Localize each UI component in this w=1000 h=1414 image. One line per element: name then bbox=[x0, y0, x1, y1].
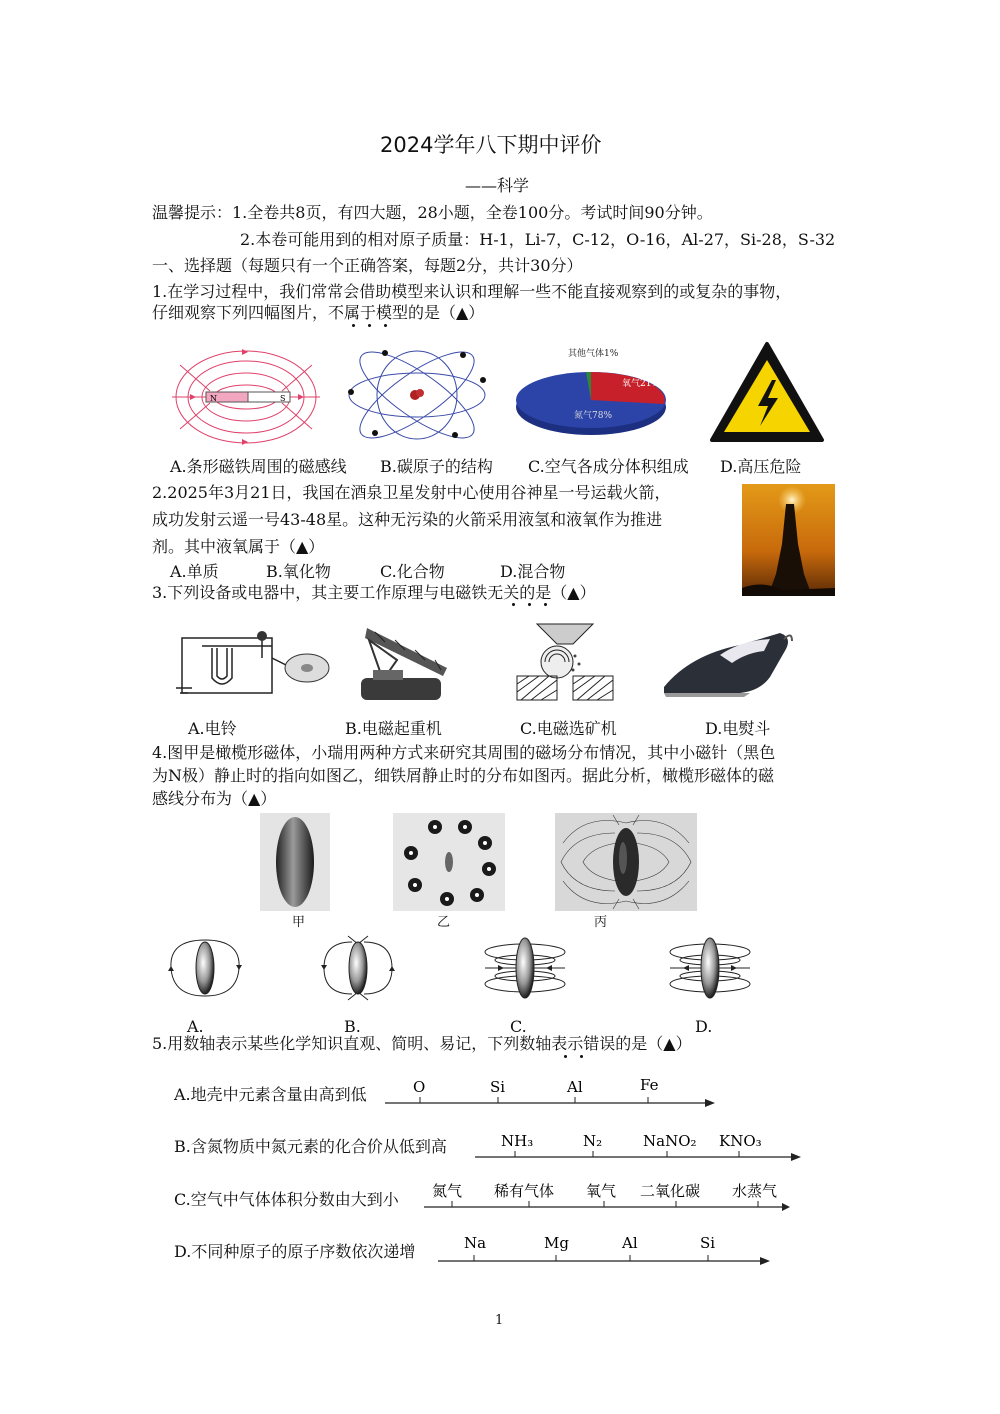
q5-stem-line1: 5.用数轴表示某些化学知识直观、简明、易记，下列数轴表示错误的是（▲） bbox=[152, 1034, 692, 1053]
axis-d-item-4: Si bbox=[700, 1234, 716, 1252]
q4-option-c-diagram bbox=[480, 932, 570, 1004]
electric-bell-figure bbox=[172, 628, 330, 700]
q2-option-a[interactable]: A.单质 bbox=[170, 562, 219, 581]
section-heading: 一、选择题（每题只有一个正确答案，每题2分，共计30分） bbox=[152, 256, 583, 275]
magnet-n-label: N bbox=[210, 394, 217, 403]
axis-b-item-3: NaNO₂ bbox=[643, 1132, 697, 1150]
q2-stem-line1: 2.2025年3月21日，我国在酒泉卫星发射中心使用谷神星一号运载火箭， bbox=[152, 483, 671, 502]
page-number: 1 bbox=[495, 1313, 504, 1328]
q4-option-a[interactable]: A. bbox=[187, 1017, 204, 1036]
q4-option-d[interactable]: D. bbox=[695, 1017, 713, 1036]
q1-option-d[interactable]: D.高压危险 bbox=[720, 457, 802, 476]
axis-a-item-4: Fe bbox=[640, 1076, 659, 1094]
q5-axis-a bbox=[385, 1072, 720, 1112]
axis-c-item-1: 氮气 bbox=[432, 1182, 463, 1200]
axis-d-item-1: Na bbox=[464, 1234, 487, 1252]
magnetic-separator-figure bbox=[515, 620, 615, 702]
q2-option-b[interactable]: B.氧化物 bbox=[266, 562, 331, 581]
q4-stem-line2: 为N极）静止时的指向如图乙，细铁屑静止时的分布如图丙。据此分析，橄榄形磁体的磁 bbox=[152, 766, 775, 785]
axis-c-item-4: 二氧化碳 bbox=[640, 1182, 701, 1200]
q2-option-c[interactable]: C.化合物 bbox=[380, 562, 445, 581]
axis-a-item-3: Al bbox=[567, 1078, 583, 1096]
axis-b-item-4: KNO₃ bbox=[719, 1132, 762, 1150]
axis-d-item-2: Mg bbox=[544, 1234, 569, 1252]
q4-option-c[interactable]: C. bbox=[510, 1017, 527, 1036]
compass-needles-photo bbox=[393, 813, 505, 911]
axis-b-item-2: N₂ bbox=[583, 1132, 603, 1150]
axis-d-item-3: Al bbox=[622, 1234, 638, 1252]
q5-axis-d-label[interactable]: D.不同种原子的原子序数依次递增 bbox=[174, 1242, 416, 1261]
q1-stem-line2: 仔细观察下列四幅图片，不属于模型的是（▲） bbox=[152, 303, 485, 322]
axis-a-item-2: Si bbox=[490, 1078, 506, 1096]
pie-label-oxygen: 氧气21% bbox=[622, 379, 661, 389]
q3-stem-line1: 3.下列设备或电器中，其主要工作原理与电磁铁无关的是（▲） bbox=[152, 583, 596, 602]
q4-option-d-diagram bbox=[665, 932, 755, 1004]
fig-label-jia: 甲 bbox=[292, 915, 306, 930]
q3-option-c[interactable]: C.电磁选矿机 bbox=[520, 719, 617, 738]
q5-axis-c bbox=[424, 1176, 794, 1216]
q3-option-a[interactable]: A.电铃 bbox=[188, 719, 237, 738]
axis-a-item-1: O bbox=[413, 1078, 426, 1096]
magnet-s-label: S bbox=[280, 394, 286, 403]
high-voltage-sign-icon bbox=[710, 340, 825, 444]
q3-option-b[interactable]: B.电磁起重机 bbox=[345, 719, 442, 738]
axis-c-item-3: 氧气 bbox=[586, 1182, 617, 1200]
axis-c-item-5: 水蒸气 bbox=[732, 1182, 778, 1200]
q4-option-a-diagram bbox=[165, 932, 245, 1004]
q2-stem-line2: 成功发射云遥一号43-48星。这种无污染的火箭采用液氢和液氧作为推进 bbox=[152, 510, 663, 529]
fig-label-bing: 丙 bbox=[594, 915, 608, 930]
axis-b-item-1: NH₃ bbox=[501, 1132, 534, 1150]
electromagnetic-crane-figure bbox=[355, 620, 450, 705]
q1-option-c[interactable]: C.空气各成分体积组成 bbox=[528, 457, 689, 476]
bar-magnet-field-figure bbox=[170, 345, 322, 445]
tip-line-2: 2.本卷可能用到的相对原子质量：H-1，Li-7，C-12，O-16，Al-27，Si-28，S-32 bbox=[240, 230, 836, 249]
axis-c-item-2: 稀有气体 bbox=[494, 1182, 555, 1200]
q4-stem-line3: 感线分布为（▲） bbox=[152, 789, 277, 808]
page-title: 2024学年八下期中评价 bbox=[380, 133, 602, 157]
q5-axis-a-label[interactable]: A.地壳中元素含量由高到低 bbox=[174, 1085, 367, 1104]
q1-option-a[interactable]: A.条形磁铁周围的磁感线 bbox=[170, 457, 347, 476]
pie-label-other: 其他气体1% bbox=[568, 349, 619, 359]
q5-axis-c-label[interactable]: C.空气中气体体积分数由大到小 bbox=[174, 1190, 399, 1209]
carbon-atom-figure bbox=[345, 345, 490, 445]
q1-option-b[interactable]: B.碳原子的结构 bbox=[380, 457, 493, 476]
q2-option-d[interactable]: D.混合物 bbox=[500, 562, 566, 581]
tip-line-1: 温馨提示：1.全卷共8页，有四大题，28小题，全卷100分。考试时间90分钟。 bbox=[152, 203, 713, 222]
page-subtitle: ——科学 bbox=[465, 176, 530, 195]
electric-iron-figure bbox=[660, 625, 795, 700]
iron-filings-photo bbox=[555, 813, 697, 911]
pie-label-nitrogen: 氮气78% bbox=[574, 411, 613, 421]
q5-axis-d bbox=[438, 1230, 778, 1270]
q2-stem-line3: 剂。其中液氧属于（▲） bbox=[152, 537, 325, 556]
q4-stem-line1: 4.图甲是橄榄形磁体，小瑞用两种方式来研究其周围的磁场分布情况，其中小磁针（黑色 bbox=[152, 743, 776, 762]
q3-option-d[interactable]: D.电熨斗 bbox=[705, 719, 771, 738]
q4-option-b[interactable]: B. bbox=[344, 1017, 361, 1036]
q1-stem-line1: 1.在学习过程中，我们常常会借助模型来认识和理解一些不能直接观察到的或复杂的事物， bbox=[152, 282, 792, 301]
q4-option-b-diagram bbox=[318, 932, 398, 1004]
olive-magnet-photo bbox=[260, 813, 330, 911]
air-composition-pie bbox=[512, 342, 670, 442]
rocket-launch-photo bbox=[742, 484, 835, 596]
q5-axis-b-label[interactable]: B.含氮物质中氮元素的化合价从低到高 bbox=[174, 1137, 447, 1156]
fig-label-yi: 乙 bbox=[437, 915, 451, 930]
q5-axis-b bbox=[475, 1126, 805, 1166]
